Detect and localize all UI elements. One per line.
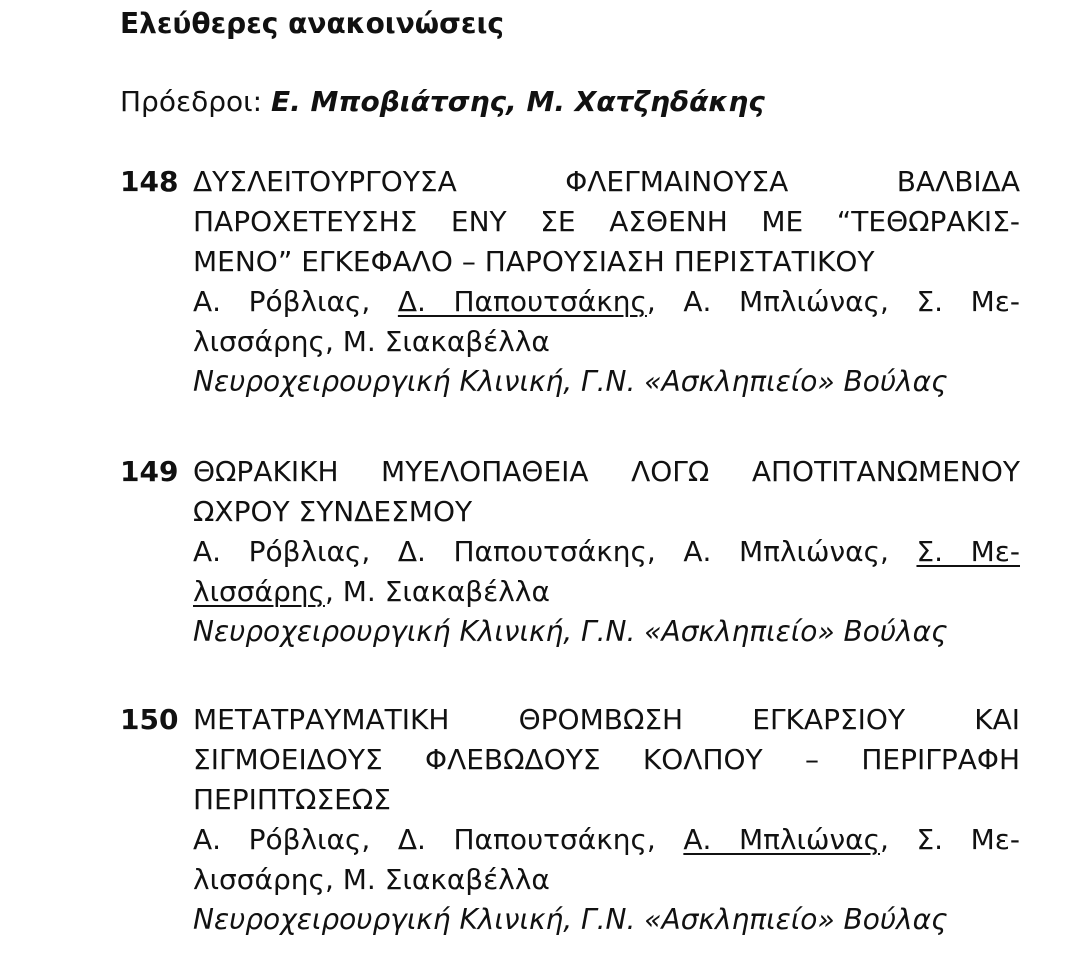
abstract-number: 149: [120, 455, 179, 488]
abstract-body: [193, 452, 1020, 652]
abstract-title-line: ΣΙΓΜΟΕΙΔΟΥΣ ΦΛΕΒΩΔΟΥΣ ΚΟΛΠΟΥ – ΠΕΡΙΓΡΑΦΗ: [193, 743, 1020, 776]
presenting-author: Σ. Με-: [916, 535, 1020, 568]
author-text: Α. Ρόβλιας,: [193, 285, 398, 318]
authors-line: [193, 532, 1020, 572]
affiliation: Νευροχειρουργική Κλινική, Γ.Ν. «Ασκληπιείο» Βούλας: [193, 615, 948, 648]
abstract-title-line: ΔΥΣΛΕΙΤΟΥΡΓΟΥΣΑ ΦΛΕΓΜΑΙΝΟΥΣΑ ΒΑΛΒΙΔΑ: [193, 165, 1020, 198]
presenting-author: λισσάρης: [193, 575, 325, 608]
abstract-number: 148: [120, 165, 179, 198]
chairs-line: [120, 82, 765, 122]
abstract-title-line: ΠΑΡΟΧΕΤΕΥΣΗΣ ΕΝΥ ΣΕ ΑΣΘΕΝΗ ΜΕ “ΤΕΘΩΡΑΚΙΣ-: [193, 205, 1020, 238]
author-text: Α. Ρόβλιας, Δ. Παπουτσάκης, Α. Μπλιώνας,: [193, 535, 917, 568]
author-text: λισσάρης, Μ. Σιακαβέλλα: [193, 863, 550, 896]
abstract-number: 150: [120, 703, 179, 736]
abstract-title-line: ΘΩΡΑΚΙΚΗ ΜΥΕΛΟΠΑΘΕΙΑ ΛΟΓΩ ΑΠΟΤΙΤΑΝΩΜΕΝΟΥ: [193, 455, 1020, 488]
section-title: Ελεύθερες ανακοινώσεις: [120, 7, 505, 40]
authors-line: [193, 860, 1020, 900]
abstract-title-line: ΠΕΡΙΠΤΩΣΕΩΣ: [193, 783, 391, 816]
authors-line: [193, 322, 1020, 362]
presenting-author: Δ. Παπουτσάκης: [397, 285, 647, 318]
affiliation: Νευροχειρουργική Κλινική, Γ.Ν. «Ασκληπιείο» Βούλας: [193, 365, 948, 398]
presenting-author: Α. Μπλιώνας: [683, 823, 880, 856]
author-text: , Μ. Σιακαβέλλα: [324, 575, 550, 608]
author-text: Α. Ρόβλιας, Δ. Παπουτσάκης,: [193, 823, 684, 856]
abstract-body: [193, 700, 1020, 940]
author-text: , Σ. Με-: [880, 823, 1020, 856]
abstract-title-line: ΜΕΝΟ” ΕΓΚΕΦΑΛΟ – ΠΑΡΟΥΣΙΑΣΗ ΠΕΡΙΣΤΑΤΙΚΟΥ: [193, 245, 875, 278]
author-text: λισσάρης, Μ. Σιακαβέλλα: [193, 325, 550, 358]
chairs-label: Πρόεδροι:: [120, 85, 271, 118]
abstract-title-line: ΩΧΡΟΥ ΣΥΝΔΕΣΜΟΥ: [193, 495, 473, 528]
authors-line: [193, 282, 1020, 322]
author-text: , Α. Μπλιώνας, Σ. Με-: [646, 285, 1020, 318]
affiliation: Νευροχειρουργική Κλινική, Γ.Ν. «Ασκληπιείο» Βούλας: [193, 903, 948, 936]
abstract-body: [193, 162, 1020, 402]
authors-line: [193, 820, 1020, 860]
authors-line: [193, 572, 1020, 612]
abstract-title-line: ΜΕΤΑΤΡΑΥΜΑΤΙΚΗ ΘΡΟΜΒΩΣΗ ΕΓΚΑΡΣΙΟΥ ΚΑΙ: [193, 703, 1020, 736]
chairs-names: Ε. Μποβιάτσης, Μ. Χατζηδάκης: [270, 85, 765, 118]
